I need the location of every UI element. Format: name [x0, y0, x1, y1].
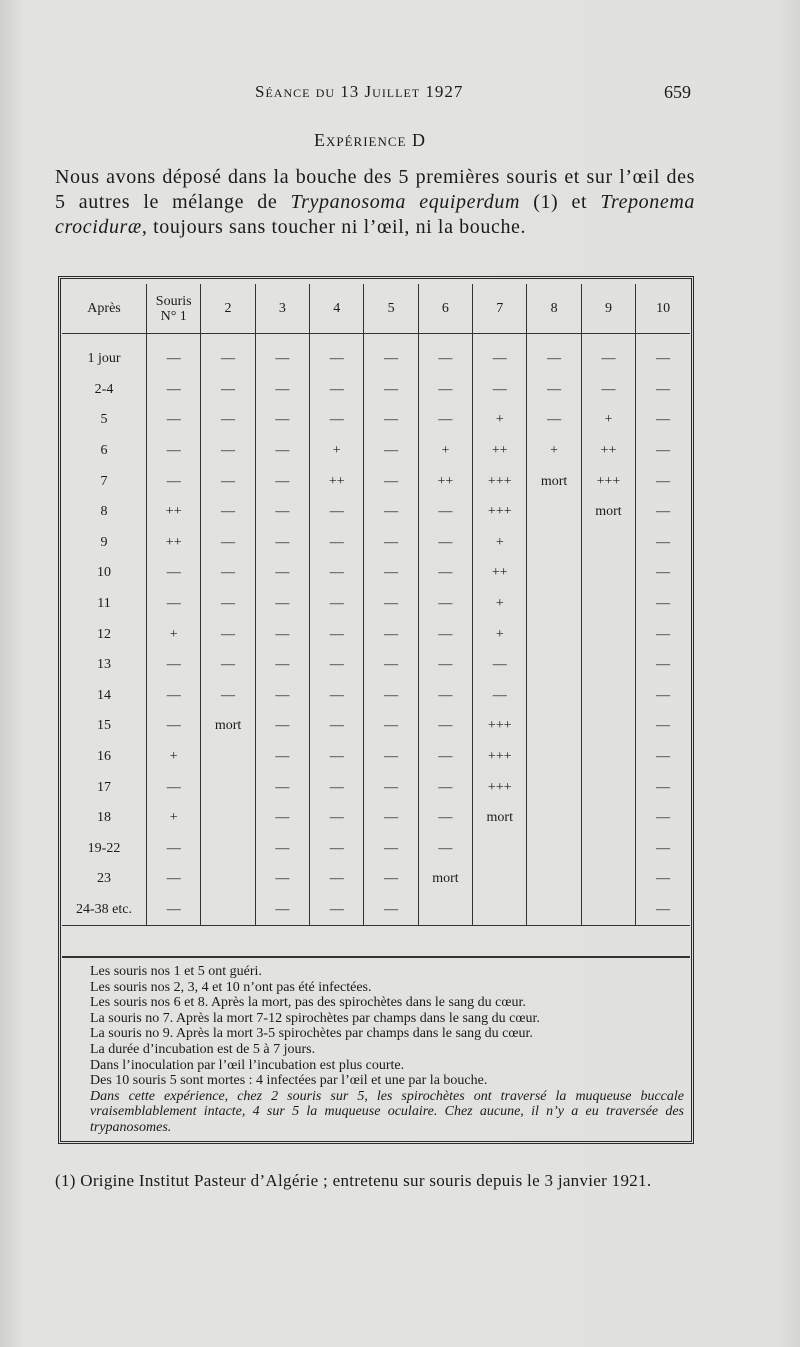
table-cell: — [418, 528, 472, 559]
table-cell: — [364, 834, 418, 865]
row-label: 13 [97, 657, 112, 673]
intro-text-1: Nous avons déposé dans la bouche des 5 premières souris et sur l’œil des 5 autres le mélange de [55, 166, 695, 213]
header-souris-6: 6 [418, 284, 472, 334]
table-cell [527, 681, 581, 712]
table-cell [418, 895, 472, 926]
table-cell [581, 650, 635, 681]
header-souris-1 [147, 284, 201, 334]
table-cell: — [147, 436, 201, 467]
table-cell: — [310, 742, 364, 773]
note-line: La durée d’incubation est de 5 à 7 jours. [90, 1041, 316, 1057]
table-cell [527, 803, 581, 834]
intro-paragraph [55, 165, 695, 240]
section-title: Expérience D [314, 130, 426, 150]
note-line: La souris no 7. Après la mort 7-12 spirochètes par champs dans le sang du cœur. [90, 1010, 540, 1026]
table-cell: — [201, 528, 255, 559]
table-cell [527, 711, 581, 742]
table-cell: ++ [147, 497, 201, 528]
table-cell: + [581, 405, 635, 436]
table-cell: — [255, 466, 309, 497]
table-cell: — [636, 466, 690, 497]
table-row [62, 375, 690, 406]
table-cell: mort [201, 711, 255, 742]
note-line: Les souris nos 6 et 8. Après la mort, pas des spirochètes dans le sang du cœur. [90, 995, 526, 1011]
table-cell: — [147, 681, 201, 712]
table-cell [201, 834, 255, 865]
row-label: 14 [97, 687, 112, 703]
table-cell: — [310, 375, 364, 406]
table-cell: — [310, 650, 364, 681]
table-cell: — [418, 619, 472, 650]
table-cell: — [255, 589, 309, 620]
table-cell: + [418, 436, 472, 467]
table-cell [581, 803, 635, 834]
species-name-2: Treponema crociduræ [55, 191, 695, 238]
header-souris-9: 9 [581, 284, 635, 334]
table-cell: — [310, 334, 364, 375]
table-cell: — [364, 772, 418, 803]
table-cell: — [636, 589, 690, 620]
table-row [62, 650, 690, 681]
table-cell: — [255, 772, 309, 803]
table-cell: — [310, 528, 364, 559]
header-souris-label: Souris [155, 293, 192, 309]
table-cell: — [147, 711, 201, 742]
table-cell: — [201, 334, 255, 375]
table-cell [527, 864, 581, 895]
table-cell: — [255, 375, 309, 406]
table-cell: — [364, 742, 418, 773]
table-cell: — [147, 334, 201, 375]
table-cell: + [473, 589, 527, 620]
table-cell: — [364, 619, 418, 650]
table-cell: — [636, 681, 690, 712]
note-conclusion: Dans cette expérience, chez 2 souris sur 5, les spirochètes ont traversé la muqueuse buccale vraisemblablement intacte, 4 sur 5 la muqueuse oculaire. Chez aucune, il n’y a eu traversée des trypanosomes. [90, 1088, 684, 1135]
row-label: 10 [97, 565, 112, 581]
table-cell [527, 772, 581, 803]
table-cell: — [636, 772, 690, 803]
footnote: (1) Origine Institut Pasteur d’Algérie ; entretenu sur souris depuis le 3 janvier 1921. [55, 1171, 652, 1190]
row-label: 1 jour [87, 351, 121, 367]
table-cell: +++ [473, 711, 527, 742]
table-row [62, 864, 690, 895]
row-label: 7 [100, 473, 108, 489]
table-cell: — [255, 558, 309, 589]
table-row [62, 589, 690, 620]
table-cell [527, 619, 581, 650]
table-row [62, 466, 690, 497]
table-row [62, 528, 690, 559]
table-cell: — [201, 436, 255, 467]
table-cell: — [255, 681, 309, 712]
note-line: Dans l’inoculation par l’œil l’incubation est plus courte. [90, 1057, 405, 1073]
table-cell: — [147, 466, 201, 497]
table-cell: ++ [418, 466, 472, 497]
table-cell: — [255, 864, 309, 895]
table-row [62, 619, 690, 650]
table-cell: — [147, 895, 201, 926]
table-cell: — [636, 436, 690, 467]
table-cell: mort [473, 803, 527, 834]
table-cell: — [364, 803, 418, 834]
table-cell: ++ [473, 436, 527, 467]
table-row [62, 405, 690, 436]
table-cell: — [147, 589, 201, 620]
table-cell: — [201, 466, 255, 497]
table-cell: — [418, 834, 472, 865]
table-cell: — [364, 589, 418, 620]
table-cell: — [310, 497, 364, 528]
header-apres: Après [62, 284, 147, 334]
table-cell: — [636, 895, 690, 926]
row-label: 17 [97, 779, 112, 795]
table-cell [581, 589, 635, 620]
table-cell: — [255, 528, 309, 559]
table-cell: — [147, 772, 201, 803]
table-cell: — [364, 528, 418, 559]
table-cell: — [418, 497, 472, 528]
table-cell: + [473, 528, 527, 559]
table-cell: — [255, 405, 309, 436]
table-cell [581, 772, 635, 803]
table-cell: — [201, 681, 255, 712]
note-line: La souris no 9. Après la mort 3-5 spirochètes par champs dans le sang du cœur. [90, 1026, 533, 1042]
header-souris-8: 8 [527, 284, 581, 334]
table-cell: — [255, 436, 309, 467]
table-cell: — [636, 528, 690, 559]
table-cell: — [418, 334, 472, 375]
table-cell: mort [418, 864, 472, 895]
table-cell [527, 650, 581, 681]
table-cell: +++ [473, 466, 527, 497]
table-row [62, 834, 690, 865]
table-cell: + [147, 619, 201, 650]
table-cell [527, 558, 581, 589]
table-cell: — [255, 619, 309, 650]
table-notes [62, 956, 690, 1136]
table-cell: — [581, 375, 635, 406]
table-cell: — [527, 405, 581, 436]
table-cell: — [527, 334, 581, 375]
table-cell: — [364, 650, 418, 681]
intro-text-3: , toujours sans toucher ni l’œil, ni la bouche. [141, 216, 527, 238]
table-cell: — [147, 375, 201, 406]
table-cell: + [527, 436, 581, 467]
row-label: 9 [100, 534, 108, 550]
table-cell: — [473, 681, 527, 712]
table-cell: — [201, 405, 255, 436]
table-cell: — [418, 803, 472, 834]
table-row [62, 711, 690, 742]
table-cell: — [473, 375, 527, 406]
table-cell [527, 895, 581, 926]
table-cell: — [418, 405, 472, 436]
page-number: 659 [664, 82, 691, 102]
header-souris-5: 5 [364, 284, 418, 334]
table-cell: mort [581, 497, 635, 528]
row-label: 11 [97, 596, 111, 612]
table-cell: — [364, 405, 418, 436]
table-cell [581, 864, 635, 895]
table-cell: — [636, 497, 690, 528]
table-cell: — [201, 619, 255, 650]
header-souris-7: 7 [473, 284, 527, 334]
table-cell: — [201, 650, 255, 681]
results-table [62, 284, 690, 926]
table-cell: — [147, 864, 201, 895]
table-cell: — [255, 650, 309, 681]
table-row [62, 742, 690, 773]
table-cell: — [147, 650, 201, 681]
table-cell [527, 497, 581, 528]
table-cell: — [310, 834, 364, 865]
table-cell: — [636, 334, 690, 375]
table-cell [201, 742, 255, 773]
table-cell: — [255, 803, 309, 834]
table-cell: — [364, 558, 418, 589]
table-cell: — [147, 405, 201, 436]
table-row [62, 772, 690, 803]
table-cell: — [201, 589, 255, 620]
table-cell [581, 681, 635, 712]
table-cell: — [636, 742, 690, 773]
header-souris-2: 2 [201, 284, 255, 334]
table-row [62, 497, 690, 528]
table-cell [581, 742, 635, 773]
table-cell: — [255, 895, 309, 926]
row-label: 5 [100, 412, 108, 428]
table-cell: — [581, 334, 635, 375]
table-cell [527, 834, 581, 865]
table-cell: — [201, 375, 255, 406]
table-cell: + [147, 742, 201, 773]
table-cell: — [364, 436, 418, 467]
table-cell: — [310, 895, 364, 926]
table-cell [527, 589, 581, 620]
row-label: 12 [97, 626, 112, 642]
table-header-row [62, 284, 690, 334]
table-cell: +++ [473, 772, 527, 803]
row-label: 16 [97, 749, 112, 765]
table-cell: +++ [581, 466, 635, 497]
table-cell: — [364, 497, 418, 528]
table-cell: — [636, 803, 690, 834]
table-cell: — [418, 711, 472, 742]
table-cell [527, 742, 581, 773]
table-cell: +++ [473, 742, 527, 773]
table-cell [201, 864, 255, 895]
table-cell: — [418, 589, 472, 620]
table-cell: — [418, 650, 472, 681]
table-cell: — [310, 681, 364, 712]
table-cell: — [636, 558, 690, 589]
table-cell [473, 834, 527, 865]
table-cell: — [418, 558, 472, 589]
table-cell: — [255, 742, 309, 773]
table-cell [473, 895, 527, 926]
table-cell [527, 528, 581, 559]
table-cell: — [147, 558, 201, 589]
table-cell: — [364, 895, 418, 926]
header-souris-4: 4 [310, 284, 364, 334]
table-row [62, 681, 690, 712]
row-label: 23 [97, 871, 112, 887]
table-cell: — [310, 558, 364, 589]
table-cell [581, 711, 635, 742]
table-cell [581, 558, 635, 589]
table-cell: — [364, 711, 418, 742]
row-label: 2-4 [94, 381, 114, 397]
table-cell: — [255, 834, 309, 865]
table-cell [581, 834, 635, 865]
table-cell: — [255, 711, 309, 742]
note-line: Les souris nos 2, 3, 4 et 10 n’ont pas été infectées. [90, 979, 372, 995]
table-cell [581, 895, 635, 926]
table-cell: ++ [310, 466, 364, 497]
table-cell: — [310, 619, 364, 650]
row-label: 24-38 etc. [62, 895, 147, 926]
table-cell: ++ [147, 528, 201, 559]
table-cell: — [636, 375, 690, 406]
species-name-1: Trypanosoma equiperdum [290, 191, 521, 213]
table-cell: — [364, 375, 418, 406]
table-cell: — [418, 375, 472, 406]
table-cell [201, 772, 255, 803]
row-label: 19-22 [87, 840, 121, 856]
table-cell [581, 528, 635, 559]
row-label: 15 [97, 718, 112, 734]
table-cell: — [364, 681, 418, 712]
table-cell: — [636, 650, 690, 681]
table-cell: + [473, 405, 527, 436]
header-souris-3: 3 [255, 284, 309, 334]
table-cell: + [310, 436, 364, 467]
table-cell: mort [527, 466, 581, 497]
table-row [62, 558, 690, 589]
table-cell [581, 619, 635, 650]
table-cell: — [147, 834, 201, 865]
table-cell: — [201, 558, 255, 589]
table-cell: — [636, 834, 690, 865]
row-label: 18 [97, 810, 112, 826]
table-cell: — [418, 681, 472, 712]
note-line: Les souris nos 1 et 5 ont guéri. [90, 964, 262, 979]
table-cell: — [310, 772, 364, 803]
table-cell [473, 864, 527, 895]
intro-text-2: (1) et [520, 191, 601, 213]
table-row [62, 803, 690, 834]
table-body [62, 334, 690, 926]
table-cell: — [364, 864, 418, 895]
table-cell: — [255, 497, 309, 528]
header-souris-10: 10 [636, 284, 690, 334]
table-cell: — [636, 405, 690, 436]
table-cell: — [527, 375, 581, 406]
table-cell: + [147, 803, 201, 834]
table-row [62, 436, 690, 467]
table-cell: +++ [473, 497, 527, 528]
table-cell: — [636, 619, 690, 650]
table-cell: — [310, 405, 364, 436]
note-line: Des 10 souris 5 sont mortes : 4 infectées par l’œil et une par la bouche. [90, 1073, 488, 1089]
row-label: 6 [100, 443, 108, 459]
table-cell [201, 803, 255, 834]
table-cell: — [473, 334, 527, 375]
table-cell: — [418, 772, 472, 803]
table-cell: — [310, 803, 364, 834]
table-cell: ++ [581, 436, 635, 467]
table-cell: — [364, 466, 418, 497]
table-cell: — [310, 711, 364, 742]
table-cell: — [310, 589, 364, 620]
table-cell: ++ [473, 558, 527, 589]
table-cell: — [418, 742, 472, 773]
row-label: 8 [100, 504, 108, 520]
table-cell: — [364, 334, 418, 375]
table-cell: — [473, 650, 527, 681]
table-row [62, 895, 690, 926]
running-title: Séance du 13 Juillet 1927 [255, 82, 464, 101]
header-souris-number: N° 1 [160, 308, 187, 324]
table-cell: — [310, 864, 364, 895]
table-cell [201, 895, 255, 926]
table-cell: — [636, 711, 690, 742]
table-row [62, 334, 690, 375]
table-cell: — [636, 864, 690, 895]
table-cell: — [255, 334, 309, 375]
running-header [0, 82, 800, 112]
table-cell: + [473, 619, 527, 650]
table-cell: — [201, 497, 255, 528]
